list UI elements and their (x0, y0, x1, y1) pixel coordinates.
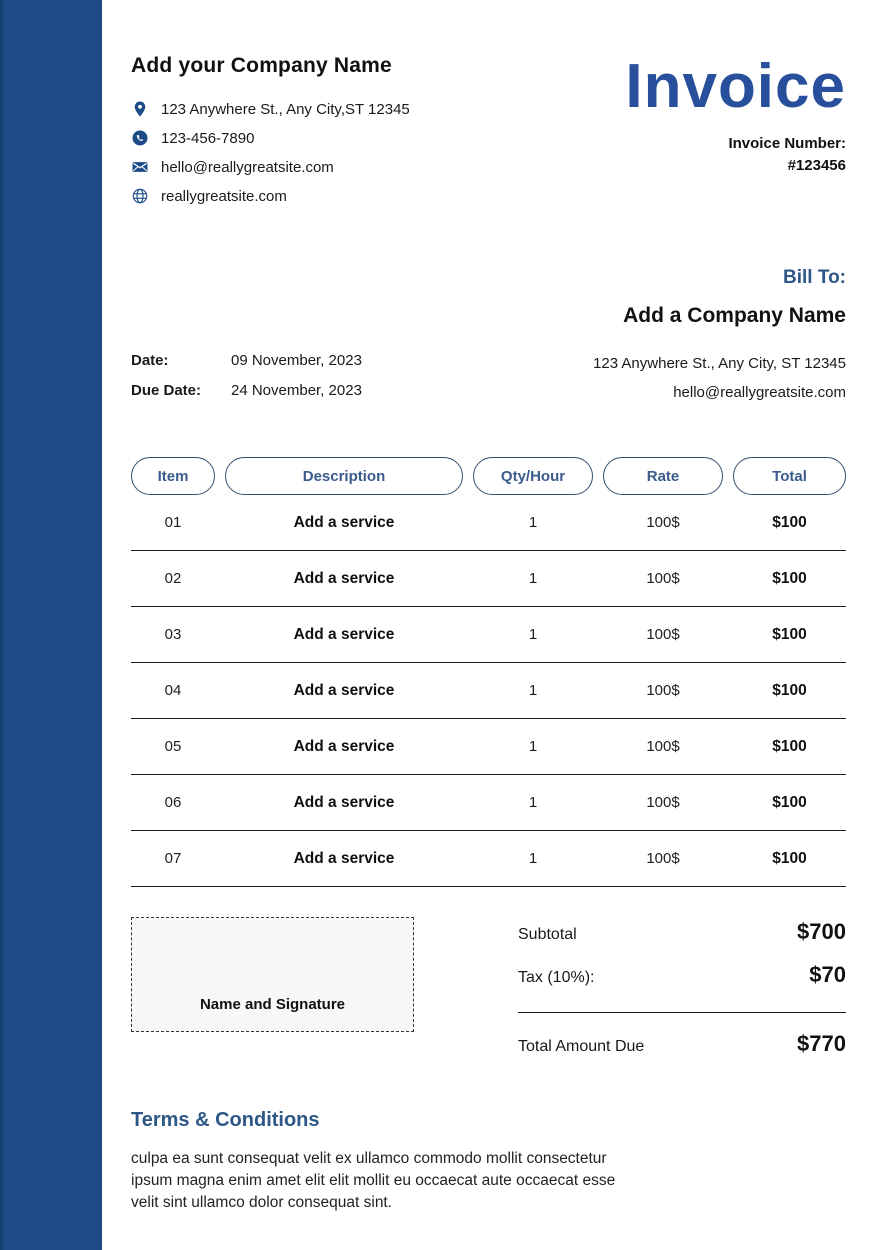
tax-label: Tax (10%): (518, 969, 595, 986)
row-rate: 100$ (646, 794, 680, 811)
row-description: Add a service (293, 849, 395, 867)
row-item-number: 01 (164, 514, 182, 531)
row-qty: 1 (528, 570, 538, 587)
due-date-line (131, 382, 362, 399)
invoice-date-line (131, 352, 362, 369)
contact-address-text: 123 Anywhere St., Any City,ST 12345 (161, 100, 410, 118)
invoice-title: Invoice (625, 52, 846, 121)
row-item-number: 04 (164, 682, 182, 699)
invoice-page (131, 0, 846, 1214)
totals-block (518, 917, 846, 1057)
contact-website-text: reallygreatsite.com (161, 187, 287, 205)
invoice-number-label: Invoice Number: (728, 135, 846, 153)
row-rate: 100$ (646, 570, 680, 587)
column-header-qty-hour: Qty/Hour (473, 457, 593, 495)
invoice-title-block (625, 54, 846, 205)
terms-heading: Terms & Conditions (131, 1109, 320, 1131)
row-total: $100 (772, 625, 807, 643)
brand-sidebar (0, 0, 102, 1250)
tax-value: $70 (809, 962, 846, 987)
row-rate: 100$ (646, 682, 680, 699)
signature-label: Name and Signature (199, 996, 346, 1013)
row-description: Add a service (293, 513, 395, 531)
invoice-date-value: 09 November, 2023 (231, 352, 362, 369)
row-total: $100 (772, 793, 807, 811)
contact-email (131, 158, 410, 176)
tax-line (518, 962, 846, 988)
row-item-number: 03 (164, 626, 182, 643)
email-icon (131, 158, 149, 176)
row-item-number: 06 (164, 794, 182, 811)
row-rate: 100$ (646, 514, 680, 531)
summary-section (131, 917, 846, 1057)
terms-body: culpa ea sunt consequat velit ex ullamco commodo mollit consectetur ipsum magna enim amet elit elit mollit eu occaecat aute occaecat esse velit sint ullamco dolor consequat sint. (131, 1150, 616, 1211)
table-row (131, 831, 846, 887)
billing-section (131, 267, 846, 401)
company-block (131, 54, 410, 205)
table-row (131, 719, 846, 775)
row-total: $100 (772, 681, 807, 699)
contact-address (131, 100, 410, 118)
table-row (131, 551, 846, 607)
row-qty: 1 (528, 850, 538, 867)
row-description: Add a service (293, 737, 395, 755)
terms-section (131, 1109, 846, 1214)
contact-phone (131, 129, 410, 147)
total-due-value: $770 (797, 1031, 846, 1056)
company-contact-list (131, 100, 410, 205)
header (131, 54, 846, 205)
bill-to-heading: Bill To: (783, 267, 846, 288)
row-qty: 1 (528, 626, 538, 643)
row-description: Add a service (293, 625, 395, 643)
location-icon (131, 100, 149, 118)
signature-box (131, 917, 414, 1032)
table-row (131, 495, 846, 551)
row-item-number: 07 (164, 850, 182, 867)
row-rate: 100$ (646, 626, 680, 643)
due-date-label: Due Date: (131, 382, 202, 399)
total-due-line (518, 1031, 846, 1057)
invoice-date-label: Date: (131, 352, 169, 369)
row-description: Add a service (293, 793, 395, 811)
row-qty: 1 (528, 738, 538, 755)
subtotal-line (518, 919, 846, 945)
row-qty: 1 (528, 514, 538, 531)
phone-icon (131, 129, 149, 147)
bill-to-block (593, 267, 846, 401)
dates-block (131, 352, 362, 401)
table-row (131, 607, 846, 663)
table-row (131, 663, 846, 719)
row-total: $100 (772, 849, 807, 867)
row-total: $100 (772, 569, 807, 587)
bill-to-address: 123 Anywhere St., Any City, ST 12345 (593, 355, 846, 372)
row-total: $100 (772, 513, 807, 531)
row-total: $100 (772, 737, 807, 755)
row-rate: 100$ (646, 850, 680, 867)
globe-icon (131, 187, 149, 205)
row-rate: 100$ (646, 738, 680, 755)
row-item-number: 05 (164, 738, 182, 755)
column-header-item: Item (131, 457, 215, 495)
invoice-number-value: #123456 (787, 157, 846, 175)
column-header-rate: Rate (603, 457, 723, 495)
contact-website (131, 187, 410, 205)
row-description: Add a service (293, 569, 395, 587)
due-date-value: 24 November, 2023 (231, 382, 362, 399)
contact-email-text: hello@reallygreatsite.com (161, 158, 334, 176)
contact-phone-text: 123-456-7890 (161, 129, 255, 147)
subtotal-value: $700 (797, 919, 846, 944)
totals-divider (518, 1012, 846, 1013)
table-row (131, 775, 846, 831)
column-header-total: Total (733, 457, 846, 495)
bill-to-company: Add a Company Name (623, 304, 846, 327)
table-header-row (131, 457, 846, 495)
row-item-number: 02 (164, 570, 182, 587)
row-qty: 1 (528, 682, 538, 699)
line-items-table (131, 457, 846, 887)
company-name: Add your Company Name (131, 54, 392, 77)
total-due-label: Total Amount Due (518, 1038, 645, 1055)
row-qty: 1 (528, 794, 538, 811)
row-description: Add a service (293, 681, 395, 699)
bill-to-email: hello@reallygreatsite.com (673, 384, 846, 401)
subtotal-label: Subtotal (518, 926, 577, 943)
column-header-description: Description (225, 457, 463, 495)
